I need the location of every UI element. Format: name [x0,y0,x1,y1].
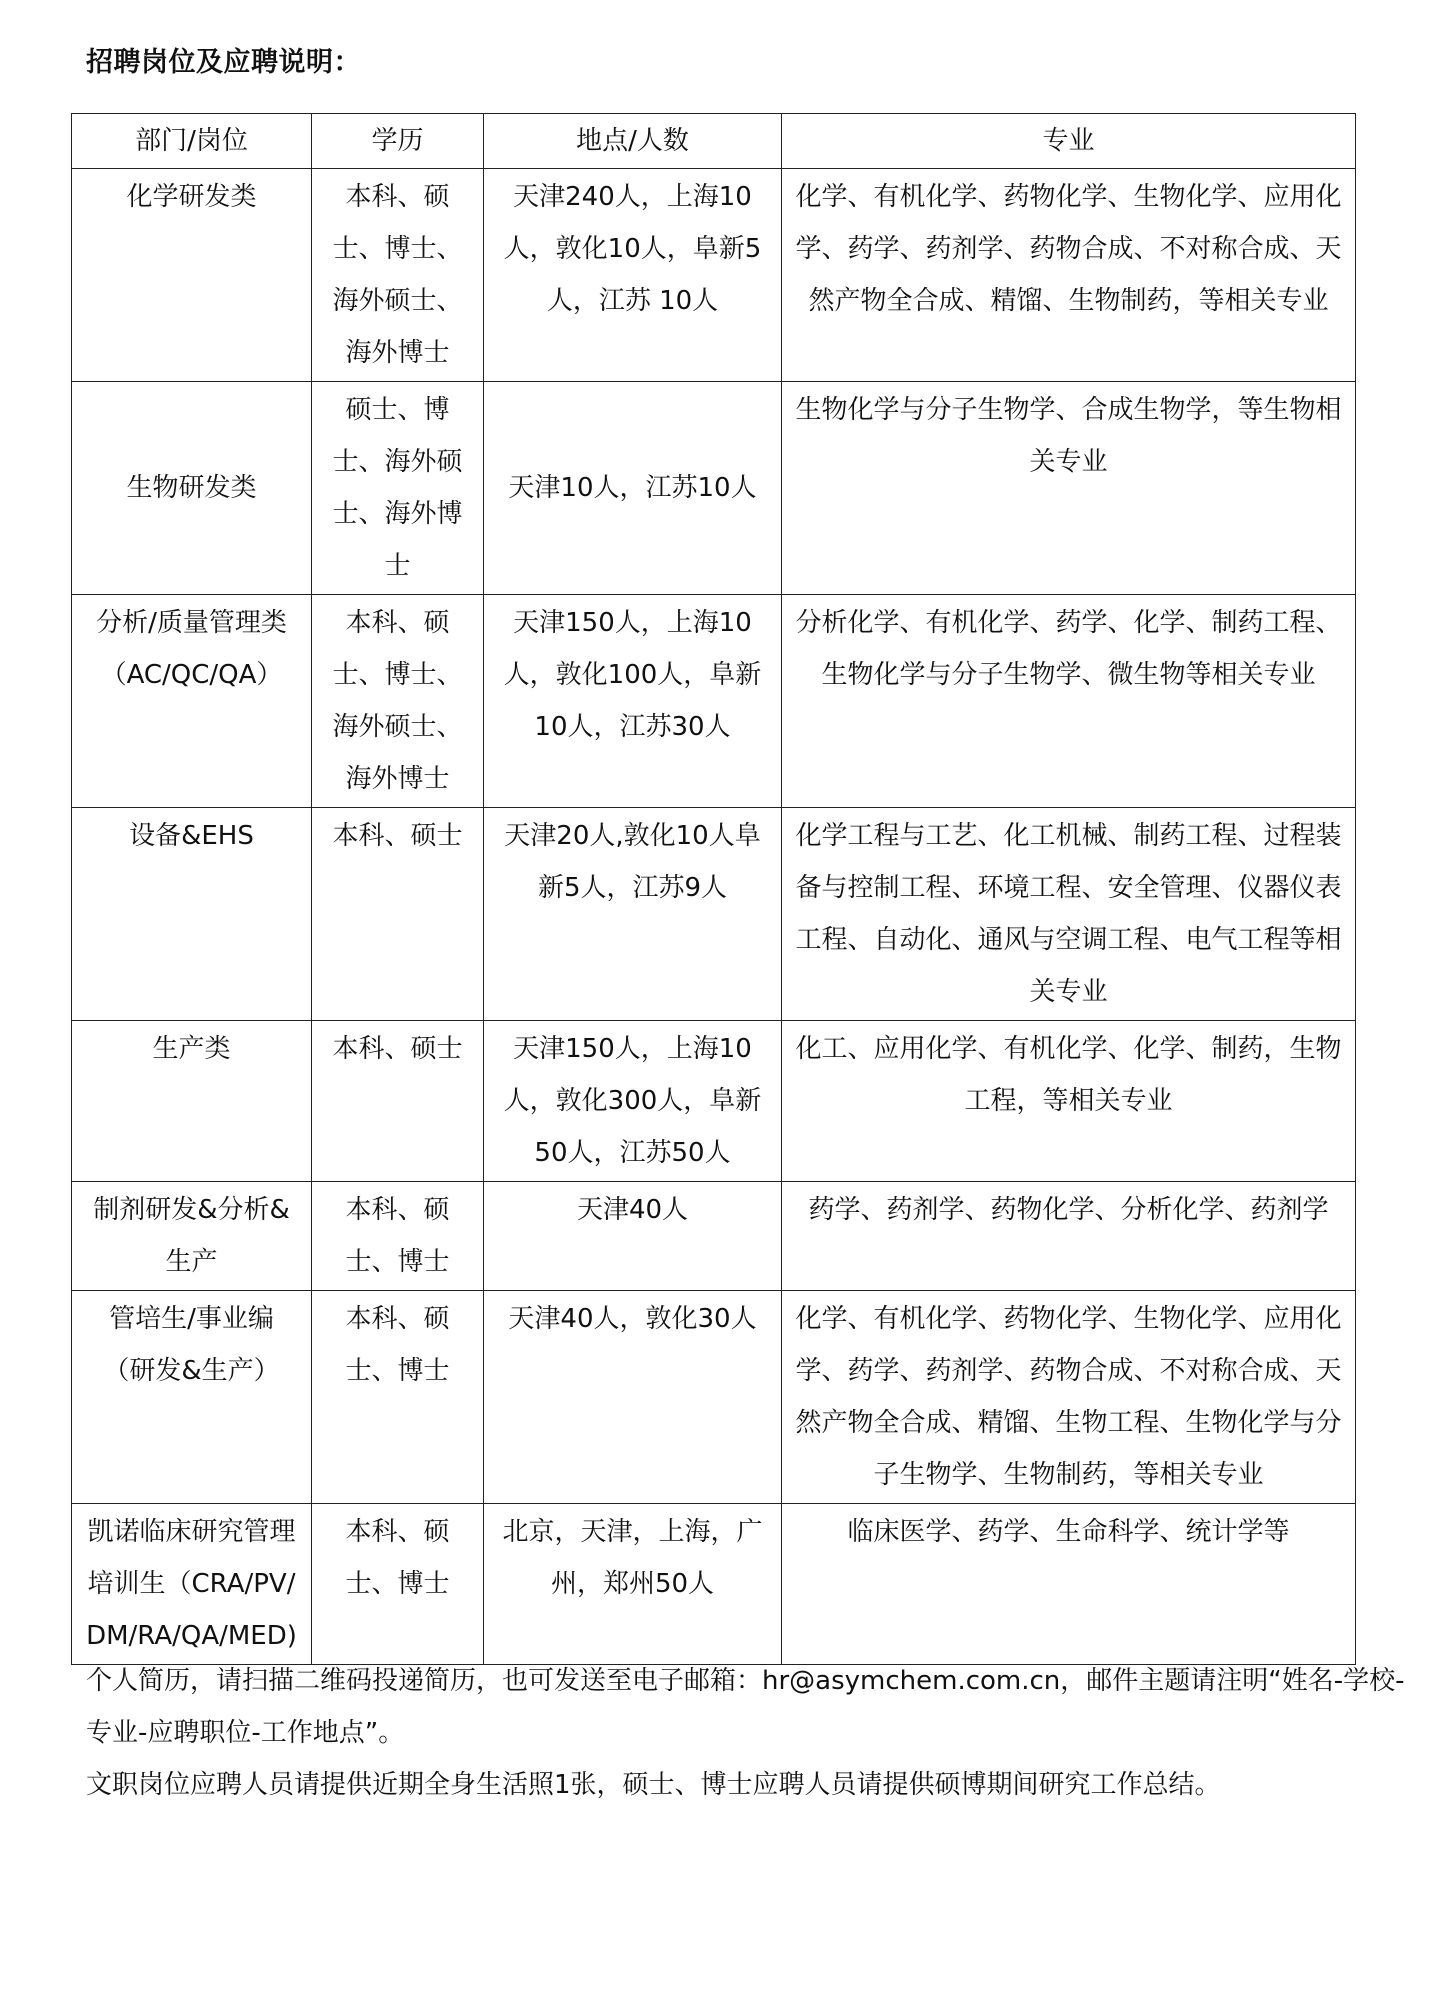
dept-cell: 凯诺临床研究管理培训生（CRA/PV/DM/RA/QA/MED) [72,1504,312,1665]
major-cell: 化学、有机化学、药物化学、生物化学、应用化学、药学、药剂学、药物合成、不对称合成、天然产物全合成、精馏、生物制药，等相关专业 [782,169,1356,382]
table-row [72,1291,1356,1504]
education-cell: 本科、硕士、博士、海外硕士、海外博士 [312,595,484,808]
location-cell: 天津20人,敦化10人阜新5人，江苏9人 [484,808,782,1021]
location-cell: 天津150人，上海10人，敦化300人，阜新50人，江苏50人 [484,1021,782,1182]
table-row [72,808,1356,1021]
education-cell: 本科、硕士 [312,808,484,1021]
education-cell: 本科、硕士、博士 [312,1291,484,1504]
dept-cell: 设备&EHS [72,808,312,1021]
dept-cell: 管培生/事业编（研发&生产） [72,1291,312,1504]
location-cell: 天津10人，江苏10人 [484,382,782,595]
header-dept: 部门/岗位 [72,114,312,169]
table-row [72,382,1356,595]
header-major: 专业 [782,114,1356,169]
location-cell: 天津40人 [484,1182,782,1291]
location-cell: 天津150人，上海10人，敦化100人，阜新10人，江苏30人 [484,595,782,808]
education-cell: 本科、硕士、博士 [312,1504,484,1665]
dept-cell: 生产类 [72,1021,312,1182]
major-cell: 化学工程与工艺、化工机械、制药工程、过程装备与控制工程、环境工程、安全管理、仪器仪表工程、自动化、通风与空调工程、电气工程等相关专业 [782,808,1356,1021]
dept-cell: 制剂研发&分析&生产 [72,1182,312,1291]
dept-cell: 化学研发类 [72,169,312,382]
table-header-row [72,114,1356,169]
dept-cell: 分析/质量管理类（AC/QC/QA） [72,595,312,808]
education-cell: 本科、硕士、博士 [312,1182,484,1291]
page-title: 招聘岗位及应聘说明： [86,47,361,78]
location-cell: 天津40人，敦化30人 [484,1291,782,1504]
table-row [72,1504,1356,1665]
resume-instructions: 个人简历，请扫描二维码投递简历，也可发送至电子邮箱：hr@asymchem.com.cn，邮件主题请注明“姓名-学校-专业-应聘职位-工作地点”。 [86,1666,1405,1748]
education-cell: 本科、硕士、博士、海外硕士、海外博士 [312,169,484,382]
table-row [72,1182,1356,1291]
table-row [72,169,1356,382]
major-cell: 分析化学、有机化学、药学、化学、制药工程、生物化学与分子生物学、微生物等相关专业 [782,595,1356,808]
major-cell: 生物化学与分子生物学、合成生物学，等生物相关专业 [782,382,1356,595]
photo-requirements: 文职岗位应聘人员请提供近期全身生活照1张，硕士、博士应聘人员请提供硕博期间研究工作总结。 [86,1770,1221,1800]
education-cell: 本科、硕士 [312,1021,484,1182]
major-cell: 化工、应用化学、有机化学、化学、制药，生物工程，等相关专业 [782,1021,1356,1182]
major-cell: 药学、药剂学、药物化学、分析化学、药剂学 [782,1182,1356,1291]
header-location: 地点/人数 [484,114,782,169]
location-cell: 北京，天津，上海，广州，郑州50人 [484,1504,782,1665]
application-notes [86,1655,1416,1811]
table-row [72,595,1356,808]
table-row [72,1021,1356,1182]
major-cell: 临床医学、药学、生命科学、统计学等 [782,1504,1356,1665]
education-cell: 硕士、博士、海外硕士、海外博士 [312,382,484,595]
major-cell: 化学、有机化学、药物化学、生物化学、应用化学、药学、药剂学、药物合成、不对称合成、天然产物全合成、精馏、生物工程、生物化学与分子生物学、生物制药，等相关专业 [782,1291,1356,1504]
dept-cell: 生物研发类 [72,382,312,595]
recruitment-table [71,113,1356,1665]
header-education: 学历 [312,114,484,169]
location-cell: 天津240人，上海10人，敦化10人，阜新5人，江苏 10人 [484,169,782,382]
